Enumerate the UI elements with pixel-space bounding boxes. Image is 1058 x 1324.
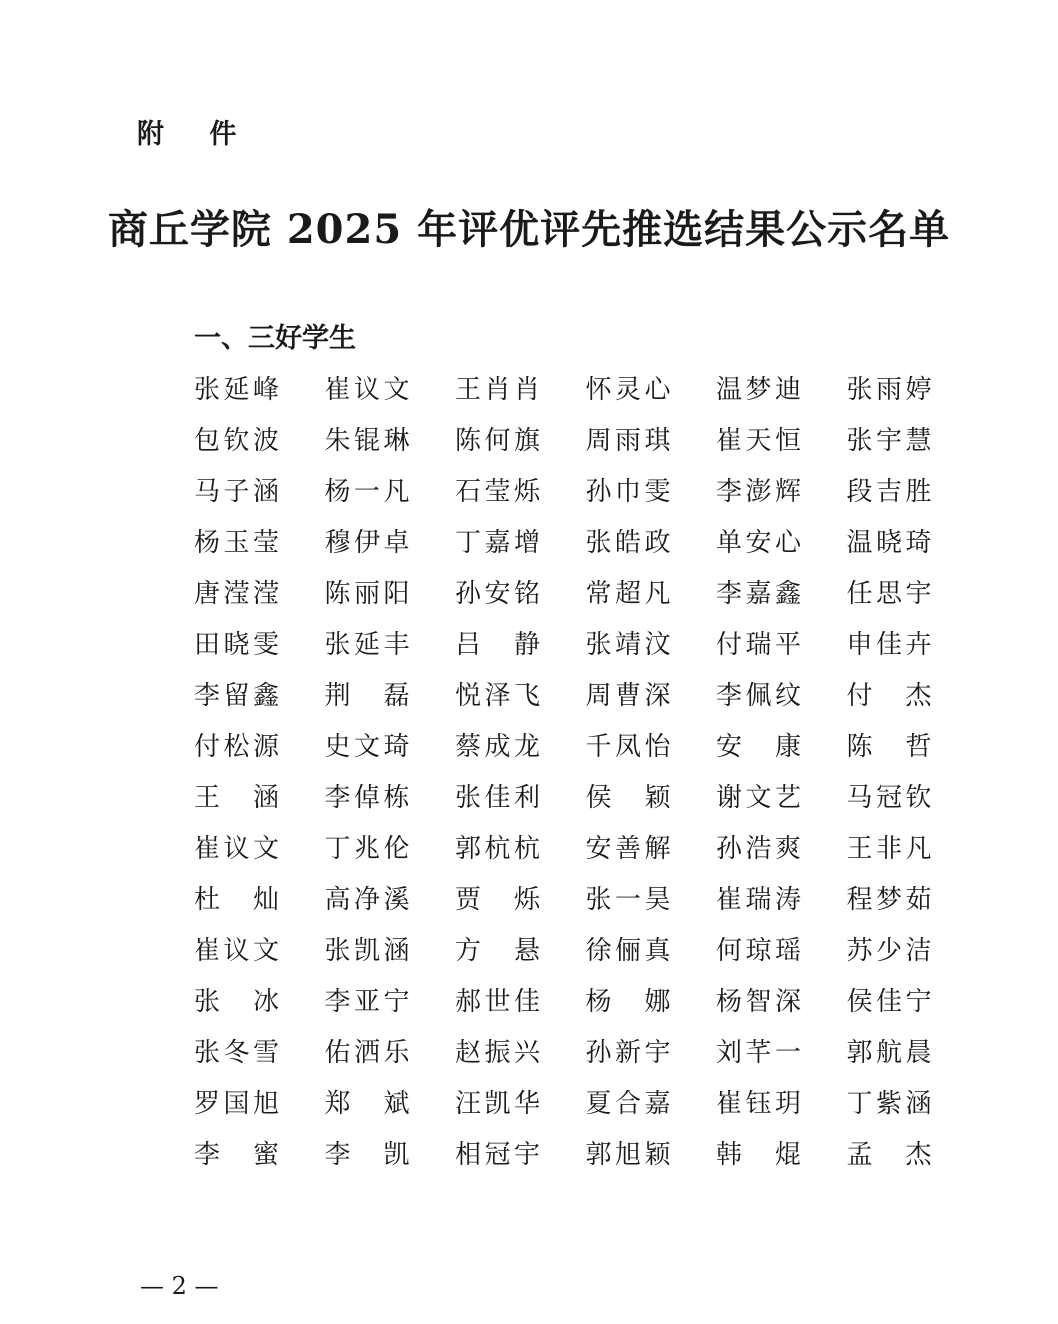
student-name: 付杰 xyxy=(846,680,932,711)
student-name: 丁兆伦 xyxy=(324,833,410,864)
list-item xyxy=(847,721,978,772)
list-item xyxy=(455,415,586,466)
student-name: 侯颖 xyxy=(585,782,671,813)
student-name: 夏合嘉 xyxy=(585,1088,671,1119)
student-name: 悦泽飞 xyxy=(455,680,540,711)
list-item xyxy=(325,823,456,874)
student-name: 王肖肖 xyxy=(455,374,540,405)
list-item xyxy=(716,874,847,925)
student-name: 怀灵心 xyxy=(585,374,671,405)
student-name: 崔议文 xyxy=(194,935,279,966)
list-item xyxy=(847,466,978,517)
student-name: 朱锟琳 xyxy=(324,425,410,456)
student-name: 安康 xyxy=(716,731,801,762)
student-name: 崔瑞涛 xyxy=(716,884,801,915)
student-name: 单安心 xyxy=(716,527,801,558)
student-name: 赵振兴 xyxy=(455,1037,540,1068)
student-name: 方悬 xyxy=(455,935,540,966)
list-item xyxy=(325,721,456,772)
student-name: 刘芊一 xyxy=(716,1037,801,1068)
student-name: 包钦波 xyxy=(194,425,279,456)
student-name: 郭杭杭 xyxy=(455,833,540,864)
list-item xyxy=(847,1129,978,1180)
student-name: 张宇慧 xyxy=(846,425,932,456)
list-item xyxy=(194,415,325,466)
student-name: 贾烁 xyxy=(455,884,540,915)
list-item xyxy=(847,1078,978,1129)
student-name: 唐滢滢 xyxy=(194,578,279,609)
student-name: 徐俪真 xyxy=(585,935,671,966)
list-item xyxy=(586,823,717,874)
student-name: 崔钰玥 xyxy=(716,1088,801,1119)
student-name: 崔议文 xyxy=(194,833,279,864)
student-name: 汪凯华 xyxy=(455,1088,540,1119)
list-item xyxy=(455,466,586,517)
student-name: 孙巾雯 xyxy=(585,476,671,507)
list-item xyxy=(716,823,847,874)
student-name: 穆伊卓 xyxy=(324,527,410,558)
list-item xyxy=(194,568,325,619)
list-item xyxy=(716,976,847,1027)
list-item xyxy=(586,976,717,1027)
list-item xyxy=(847,517,978,568)
student-name: 付松源 xyxy=(194,731,279,762)
list-item xyxy=(455,364,586,415)
list-item xyxy=(194,364,325,415)
student-name: 张延丰 xyxy=(324,629,410,660)
student-name: 孙新宇 xyxy=(585,1037,671,1068)
list-item xyxy=(325,1078,456,1129)
list-item xyxy=(455,823,586,874)
student-name: 何琼瑶 xyxy=(716,935,801,966)
student-name: 崔议文 xyxy=(324,374,410,405)
list-item xyxy=(847,670,978,721)
student-name: 李嘉鑫 xyxy=(716,578,801,609)
list-item xyxy=(716,364,847,415)
student-name: 丁紫涵 xyxy=(846,1088,932,1119)
student-name: 陈何旗 xyxy=(455,425,540,456)
student-name: 张皓政 xyxy=(585,527,671,558)
list-item xyxy=(455,619,586,670)
list-item xyxy=(716,925,847,976)
list-item xyxy=(847,976,978,1027)
list-item xyxy=(455,772,586,823)
list-item xyxy=(194,721,325,772)
list-item xyxy=(716,415,847,466)
student-name: 郝世佳 xyxy=(455,986,540,1017)
student-name: 李亚宁 xyxy=(324,986,410,1017)
student-name: 张冬雪 xyxy=(194,1037,279,1068)
list-item xyxy=(586,364,717,415)
list-item xyxy=(325,364,456,415)
attachment-label: 附 件 xyxy=(137,119,255,150)
list-item xyxy=(586,670,717,721)
list-item xyxy=(716,619,847,670)
list-item xyxy=(847,1027,978,1078)
student-name: 李倬栋 xyxy=(324,782,410,813)
student-name: 杨一凡 xyxy=(324,476,410,507)
student-name: 王非凡 xyxy=(846,833,932,864)
section-heading: 一、三好学生 xyxy=(194,323,356,354)
list-item xyxy=(194,925,325,976)
student-name: 张雨婷 xyxy=(846,374,932,405)
list-item xyxy=(586,925,717,976)
student-name: 陈丽阳 xyxy=(324,578,410,609)
student-name: 侯佳宁 xyxy=(846,986,932,1017)
student-name: 程梦茹 xyxy=(846,884,932,915)
list-item xyxy=(716,1129,847,1180)
list-item xyxy=(716,466,847,517)
list-item xyxy=(325,1027,456,1078)
list-item xyxy=(325,619,456,670)
list-item xyxy=(847,874,978,925)
student-name: 谢文艺 xyxy=(716,782,801,813)
list-item xyxy=(325,925,456,976)
student-name: 郭旭颖 xyxy=(585,1139,671,1170)
list-item xyxy=(194,466,325,517)
list-item xyxy=(586,619,717,670)
list-item xyxy=(194,823,325,874)
student-name: 周雨琪 xyxy=(585,425,671,456)
student-name: 孙安铭 xyxy=(455,578,540,609)
page-number: — 2 — xyxy=(140,1272,219,1300)
student-name: 马子涵 xyxy=(194,476,279,507)
list-item xyxy=(325,670,456,721)
list-item xyxy=(847,772,978,823)
list-item xyxy=(455,568,586,619)
student-name: 高净溪 xyxy=(324,884,410,915)
student-name: 常超凡 xyxy=(585,578,671,609)
list-item xyxy=(455,1129,586,1180)
list-item xyxy=(194,1078,325,1129)
student-name: 李留鑫 xyxy=(194,680,279,711)
list-item xyxy=(194,976,325,1027)
list-item xyxy=(586,415,717,466)
student-name: 相冠宇 xyxy=(455,1139,540,1170)
list-item xyxy=(586,772,717,823)
student-name: 韩焜 xyxy=(716,1139,801,1170)
student-name: 温晓琦 xyxy=(846,527,932,558)
student-name: 张一昊 xyxy=(585,884,671,915)
list-item xyxy=(325,1129,456,1180)
list-item xyxy=(455,976,586,1027)
student-name: 杜灿 xyxy=(194,884,279,915)
list-item xyxy=(325,517,456,568)
student-name: 周曹深 xyxy=(585,680,671,711)
student-name: 李凯 xyxy=(324,1139,410,1170)
student-name: 段吉胜 xyxy=(846,476,932,507)
student-name: 千凤怡 xyxy=(585,731,671,762)
student-name: 苏少洁 xyxy=(846,935,932,966)
student-name: 王涵 xyxy=(194,782,279,813)
list-item xyxy=(586,517,717,568)
list-item xyxy=(455,1078,586,1129)
student-name: 杨玉莹 xyxy=(194,527,279,558)
student-name: 孟杰 xyxy=(846,1139,932,1170)
student-name: 崔天恒 xyxy=(716,425,801,456)
list-item xyxy=(325,568,456,619)
list-item xyxy=(194,874,325,925)
student-name: 李蜜 xyxy=(194,1139,279,1170)
list-item xyxy=(586,874,717,925)
student-name: 罗国旭 xyxy=(194,1088,279,1119)
list-item xyxy=(455,874,586,925)
list-item xyxy=(455,925,586,976)
list-item xyxy=(716,1078,847,1129)
list-item xyxy=(716,721,847,772)
list-item xyxy=(455,721,586,772)
list-item xyxy=(194,517,325,568)
student-name: 佑洒乐 xyxy=(324,1037,410,1068)
list-item xyxy=(455,1027,586,1078)
document-title: 商丘学院 2025 年评优评先推选结果公示名单 xyxy=(107,206,951,253)
student-name: 史文琦 xyxy=(324,731,410,762)
list-item xyxy=(194,670,325,721)
list-item xyxy=(586,568,717,619)
name-list xyxy=(194,364,977,1180)
student-name: 马冠钦 xyxy=(846,782,932,813)
student-name: 蔡成龙 xyxy=(455,731,540,762)
student-name: 杨智深 xyxy=(716,986,801,1017)
list-item xyxy=(847,925,978,976)
student-name: 张延峰 xyxy=(194,374,279,405)
list-item xyxy=(194,619,325,670)
student-name: 郭航晨 xyxy=(846,1037,932,1068)
list-item xyxy=(325,466,456,517)
list-item xyxy=(847,568,978,619)
student-name: 温梦迪 xyxy=(716,374,801,405)
list-item xyxy=(847,619,978,670)
student-name: 安善解 xyxy=(585,833,671,864)
list-item xyxy=(586,721,717,772)
student-name: 申佳卉 xyxy=(846,629,932,660)
list-item xyxy=(325,874,456,925)
list-item xyxy=(586,466,717,517)
list-item xyxy=(586,1027,717,1078)
student-name: 田晓雯 xyxy=(194,629,279,660)
student-name: 任思宇 xyxy=(846,578,932,609)
list-item xyxy=(716,1027,847,1078)
list-item xyxy=(325,415,456,466)
student-name: 石莹烁 xyxy=(455,476,540,507)
list-item xyxy=(847,415,978,466)
list-item xyxy=(586,1078,717,1129)
list-item xyxy=(716,670,847,721)
student-name: 吕静 xyxy=(455,629,540,660)
list-item xyxy=(716,517,847,568)
student-name: 孙浩爽 xyxy=(716,833,801,864)
student-name: 郑斌 xyxy=(324,1088,410,1119)
list-item xyxy=(194,1027,325,1078)
list-item xyxy=(194,772,325,823)
list-item xyxy=(716,772,847,823)
student-name: 李佩纹 xyxy=(716,680,801,711)
list-item xyxy=(325,976,456,1027)
list-item xyxy=(847,364,978,415)
list-item xyxy=(455,670,586,721)
student-name: 丁嘉增 xyxy=(455,527,540,558)
student-name: 杨娜 xyxy=(585,986,671,1017)
list-item xyxy=(716,568,847,619)
student-name: 荆磊 xyxy=(324,680,410,711)
list-item xyxy=(194,1129,325,1180)
student-name: 李澎辉 xyxy=(716,476,801,507)
list-item xyxy=(325,772,456,823)
student-name: 张冰 xyxy=(194,986,279,1017)
student-name: 陈哲 xyxy=(846,731,932,762)
list-item xyxy=(455,517,586,568)
student-name: 付瑞平 xyxy=(716,629,801,660)
student-name: 张靖汶 xyxy=(585,629,671,660)
list-item xyxy=(847,823,978,874)
list-item xyxy=(586,1129,717,1180)
student-name: 张佳利 xyxy=(455,782,540,813)
student-name: 张凯涵 xyxy=(324,935,410,966)
